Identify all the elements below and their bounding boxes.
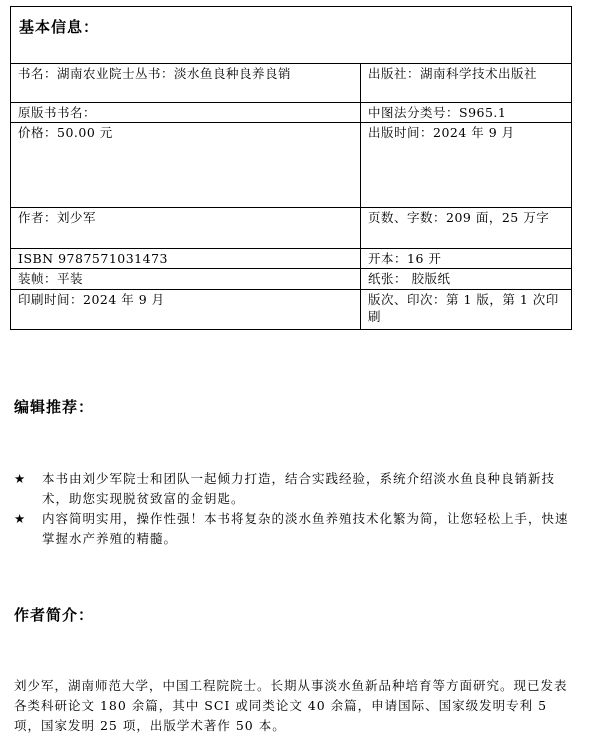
info-cell-author: 作者：刘少军 bbox=[11, 208, 361, 249]
editor-recommendation-heading: 编辑推荐： bbox=[14, 398, 95, 416]
info-cell-pages: 页数、字数：209 面，25 万字 bbox=[361, 208, 572, 249]
info-cell-classification: 中图法分类号：S965.1 bbox=[361, 103, 572, 123]
recommendation-text: 本书由刘少军院士和团队一起倾力打造，结合实践经验，系统介绍淡水鱼良种良销新技术，助您实现脱贫致富的金钥匙。 bbox=[42, 471, 556, 506]
recommendation-list bbox=[14, 469, 572, 549]
info-cell-print-date: 印刷时间：2024 年 9 月 bbox=[11, 290, 361, 330]
info-cell-edition: 版次、印次：第 1 版，第 1 次印刷 bbox=[361, 290, 572, 330]
info-cell-original-title: 原版书书名： bbox=[11, 103, 361, 123]
info-cell-publish-date: 出版时间：2024 年 9 月 bbox=[361, 123, 572, 208]
basic-info-table bbox=[10, 6, 572, 330]
author-intro-heading: 作者简介： bbox=[14, 606, 95, 624]
info-cell-isbn: ISBN 9787571031473 bbox=[11, 249, 361, 269]
list-item bbox=[14, 509, 572, 549]
basic-info-heading: 基本信息： bbox=[11, 7, 572, 64]
info-cell-format: 开本：16 开 bbox=[361, 249, 572, 269]
info-cell-paper: 纸张： 胶版纸 bbox=[361, 269, 572, 290]
info-cell-title: 书名：湖南农业院士丛书：淡水鱼良种良养良销 bbox=[11, 64, 361, 103]
info-cell-publisher: 出版社：湖南科学技术出版社 bbox=[361, 64, 572, 103]
info-cell-price: 价格：50.00 元 bbox=[11, 123, 361, 208]
star-icon: ★ bbox=[14, 511, 27, 526]
info-cell-binding: 装帧：平装 bbox=[11, 269, 361, 290]
recommendation-text: 内容简明实用，操作性强！本书将复杂的淡水鱼养殖技术化繁为简，让您轻松上手，快速掌握水产养殖的精髓。 bbox=[42, 511, 569, 546]
star-icon: ★ bbox=[14, 471, 27, 486]
list-item bbox=[14, 469, 572, 509]
author-bio-text: 刘少军，湖南师范大学，中国工程院院士。长期从事淡水鱼新品种培育等方面研究。现已发表各类科研论文 180 余篇，其中 SCI 或同类论文 40 余篇，申请国际、国家级发明专利 5 项，国家发明 25 项，出版学术著作 50 本。 bbox=[14, 678, 568, 733]
